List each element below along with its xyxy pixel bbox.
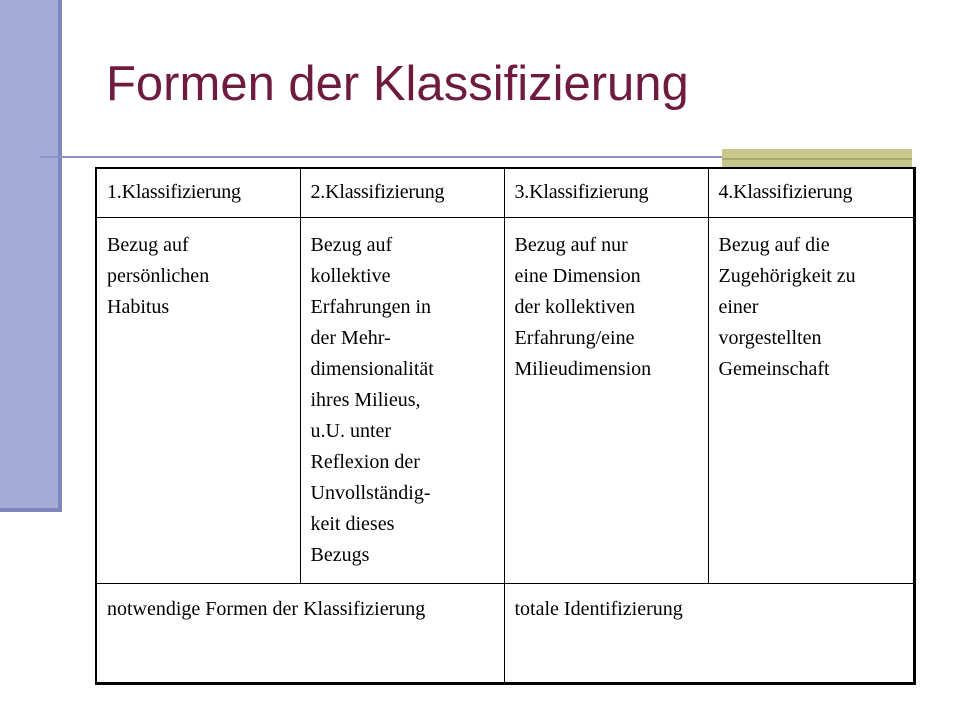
table-footer-row: [96, 584, 914, 684]
description-cell-2: Bezug auf kollektive Erfahrungen in der Mehr- dimensionalität ihres Milieus, u.U. unter Reflexion der Unvollständig- keit dieses Bezugs: [300, 218, 504, 584]
slide-title: Formen der Klassifizierung: [106, 57, 689, 111]
header-cell-2: 2.Klassifizierung: [300, 168, 504, 218]
table-header-row: [96, 168, 914, 218]
title-underline: [40, 156, 724, 158]
description-cell-4: Bezug auf die Zugehörigkeit zu einer vorgestellten Gemeinschaft: [708, 218, 914, 584]
classification-table: [95, 167, 916, 685]
footer-cell-total-identification: totale Identifizierung: [504, 584, 914, 684]
header-cell-4: 4.Klassifizierung: [708, 168, 914, 218]
header-cell-1: 1.Klassifizierung: [96, 168, 300, 218]
footer-cell-necessary-forms: notwendige Formen der Klassifizierung: [96, 584, 504, 684]
table-description-row: [96, 218, 914, 584]
left-accent-bar: [0, 0, 62, 512]
description-cell-1: Bezug auf persönlichen Habitus: [96, 218, 300, 584]
header-cell-3: 3.Klassifizierung: [504, 168, 708, 218]
description-cell-3: Bezug auf nur eine Dimension der kollektiven Erfahrung/eine Milieudimension: [504, 218, 708, 584]
corner-accent-line: [722, 158, 912, 160]
